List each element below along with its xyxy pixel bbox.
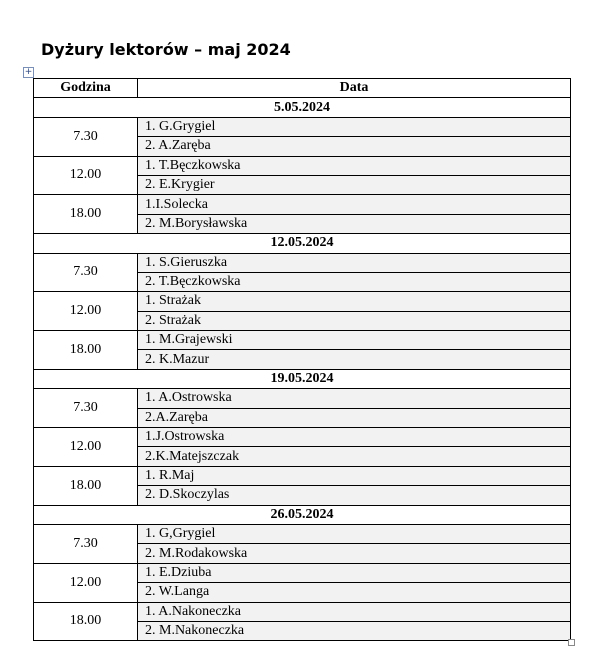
lector-name-cell: 2. K.Mazur <box>138 350 571 369</box>
hour-cell: 18.00 <box>34 195 138 234</box>
hour-cell: 7.30 <box>34 389 138 428</box>
lector-name-cell: 2. M.Borysławska <box>138 214 571 233</box>
date-heading: 19.05.2024 <box>34 369 571 388</box>
lector-name-cell: 1.J.Ostrowska <box>138 428 571 447</box>
date-row <box>34 369 571 388</box>
lector-name-cell: 2. E.Krygier <box>138 175 571 194</box>
document-title: Dyżury lektorów – maj 2024 <box>41 40 291 59</box>
lector-name-cell: 1. Strażak <box>138 292 571 311</box>
table-resize-handle[interactable] <box>568 639 575 646</box>
lector-name-cell: 1. T.Bęczkowska <box>138 156 571 175</box>
table-row <box>34 195 571 214</box>
lector-name-cell: 1. G.Grygiel <box>138 117 571 136</box>
table-row <box>34 524 571 543</box>
lector-name-cell: 2. W.Langa <box>138 583 571 602</box>
table-header-row <box>34 79 571 98</box>
hour-cell: 7.30 <box>34 524 138 563</box>
lector-name-cell: 2.K.Matejszczak <box>138 447 571 466</box>
table-row <box>34 331 571 350</box>
hour-cell: 12.00 <box>34 156 138 195</box>
duty-schedule-table <box>33 78 571 641</box>
table-row <box>34 156 571 175</box>
lector-name-cell: 1. A.Ostrowska <box>138 389 571 408</box>
date-row <box>34 234 571 253</box>
table-row <box>34 117 571 136</box>
schedule-body <box>34 98 571 641</box>
lector-name-cell: 2. Strażak <box>138 311 571 330</box>
lector-name-cell: 1. E.Dziuba <box>138 563 571 582</box>
hour-cell: 18.00 <box>34 331 138 370</box>
lector-name-cell: 2. M.Nakoneczka <box>138 621 571 640</box>
table-row <box>34 253 571 272</box>
lector-name-cell: 2.A.Zaręba <box>138 408 571 427</box>
table-row <box>34 428 571 447</box>
table-row <box>34 563 571 582</box>
table-row <box>34 292 571 311</box>
lector-name-cell: 1. S.Gieruszka <box>138 253 571 272</box>
header-date: Data <box>138 79 571 98</box>
lector-name-cell: 2. A.Zaręba <box>138 137 571 156</box>
hour-cell: 7.30 <box>34 117 138 156</box>
table-row <box>34 389 571 408</box>
hour-cell: 12.00 <box>34 563 138 602</box>
lector-name-cell: 2. T.Bęczkowska <box>138 272 571 291</box>
lector-name-cell: 1. G,Grygiel <box>138 524 571 543</box>
lector-name-cell: 1. R.Maj <box>138 466 571 485</box>
hour-cell: 18.00 <box>34 602 138 641</box>
date-heading: 26.05.2024 <box>34 505 571 524</box>
date-row <box>34 98 571 117</box>
date-heading: 5.05.2024 <box>34 98 571 117</box>
table-move-handle-icon[interactable]: + <box>24 67 33 77</box>
table-row <box>34 466 571 485</box>
lector-name-cell: 2. M.Rodakowska <box>138 544 571 563</box>
date-heading: 12.05.2024 <box>34 234 571 253</box>
hour-cell: 12.00 <box>34 292 138 331</box>
hour-cell: 18.00 <box>34 466 138 505</box>
lector-name-cell: 1. M.Grajewski <box>138 331 571 350</box>
lector-name-cell: 1. A.Nakoneczka <box>138 602 571 621</box>
hour-cell: 7.30 <box>34 253 138 292</box>
header-hour: Godzina <box>34 79 138 98</box>
hour-cell: 12.00 <box>34 428 138 467</box>
lector-name-cell: 2. D.Skoczylas <box>138 486 571 505</box>
lector-name-cell: 1.I.Solecka <box>138 195 571 214</box>
table-row <box>34 602 571 621</box>
date-row <box>34 505 571 524</box>
